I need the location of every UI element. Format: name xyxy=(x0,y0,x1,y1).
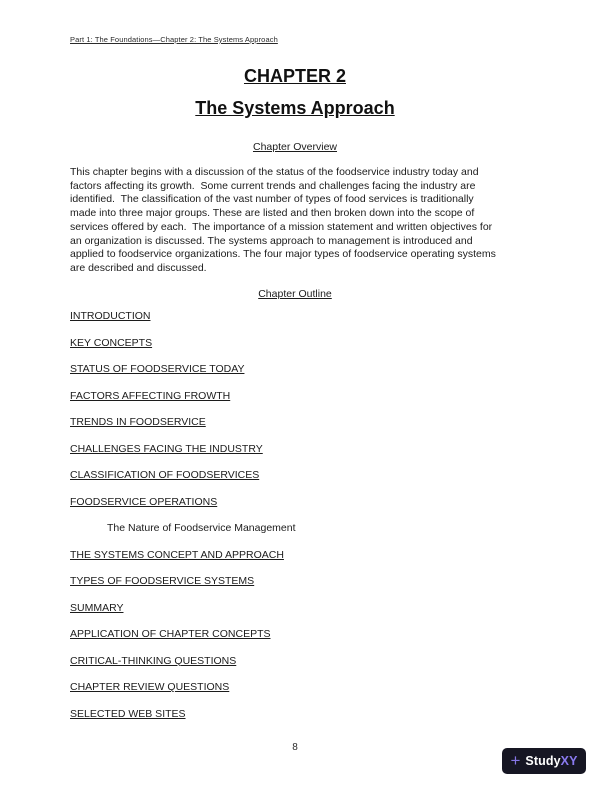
outline-item-review-questions: CHAPTER REVIEW QUESTIONS xyxy=(70,681,230,693)
page-number: 8 xyxy=(292,742,298,753)
paragraph-line: services offered by each. The importance of a mission statement and written objectives for xyxy=(70,220,493,233)
logo-text-accent: XY xyxy=(560,754,578,768)
paragraph-line: applied to foodservice organizations. The four major types of foodservice operating systems xyxy=(70,248,496,261)
outline-item-operations: FOODSERVICE OPERATIONS xyxy=(70,495,218,508)
outline-item-trends: TRENDS IN FOODSERVICE xyxy=(70,416,206,428)
plus-icon: + xyxy=(510,750,521,770)
paragraph-line: identified. The classification of the vast number of types of food services is traditionally xyxy=(70,193,474,206)
paragraph-line: factors affecting its growth. Some current trends and challenges facing the industry are xyxy=(70,179,476,192)
overview-heading: Chapter Overview xyxy=(252,141,338,153)
outline-item-key-concepts: KEY CONCEPTS xyxy=(70,336,153,349)
logo-text-primary: Study xyxy=(525,754,561,768)
outline-item-challenges: CHALLENGES FACING THE INDUSTRY xyxy=(70,442,263,455)
paragraph-line: This chapter begins with a discussion of the status of the foodservice industry today and xyxy=(70,166,479,178)
outline-item-classification: CLASSIFICATION OF FOODSERVICES xyxy=(70,469,260,481)
outline-item-types-of-systems: TYPES OF FOODSERVICE SYSTEMS xyxy=(70,575,255,587)
outline-item-critical-thinking: CRITICAL-THINKING QUESTIONS xyxy=(70,654,237,667)
outline-subitem-nature-of-management: The Nature of Foodservice Management xyxy=(107,522,296,534)
outline-item-status-of-foodservice: STATUS OF FOODSERVICE TODAY xyxy=(70,363,245,375)
outline-item-introduction: INTRODUCTION xyxy=(70,310,151,322)
outline-item-factors-affecting-growth: FACTORS AFFECTING FROWTH xyxy=(70,389,231,402)
paragraph-line: an organization is discussed. The systems approach to management is introduced and xyxy=(70,234,473,247)
logo-brand-text xyxy=(525,754,577,768)
outline-list xyxy=(70,309,520,733)
chapter-subtitle: The Systems Approach xyxy=(195,98,395,118)
studyxy-logo xyxy=(502,748,586,774)
outline-item-application: APPLICATION OF CHAPTER CONCEPTS xyxy=(70,628,271,640)
outline-item-summary: SUMMARY xyxy=(70,601,124,614)
running-header: Part 1: The Foundations—Chapter 2: The Systems Approach xyxy=(70,35,278,44)
paragraph-line: made into three major groups. These are listed and then broken down into the scope of xyxy=(70,207,475,220)
outline-heading: Chapter Outline xyxy=(258,288,332,300)
outline-item-web-sites: SELECTED WEB SITES xyxy=(70,707,186,720)
overview-paragraph xyxy=(70,166,520,276)
chapter-title: CHAPTER 2 xyxy=(243,66,346,86)
outline-item-systems-concept: THE SYSTEMS CONCEPT AND APPROACH xyxy=(70,548,284,561)
paragraph-line: are described and discussed. xyxy=(70,261,207,274)
